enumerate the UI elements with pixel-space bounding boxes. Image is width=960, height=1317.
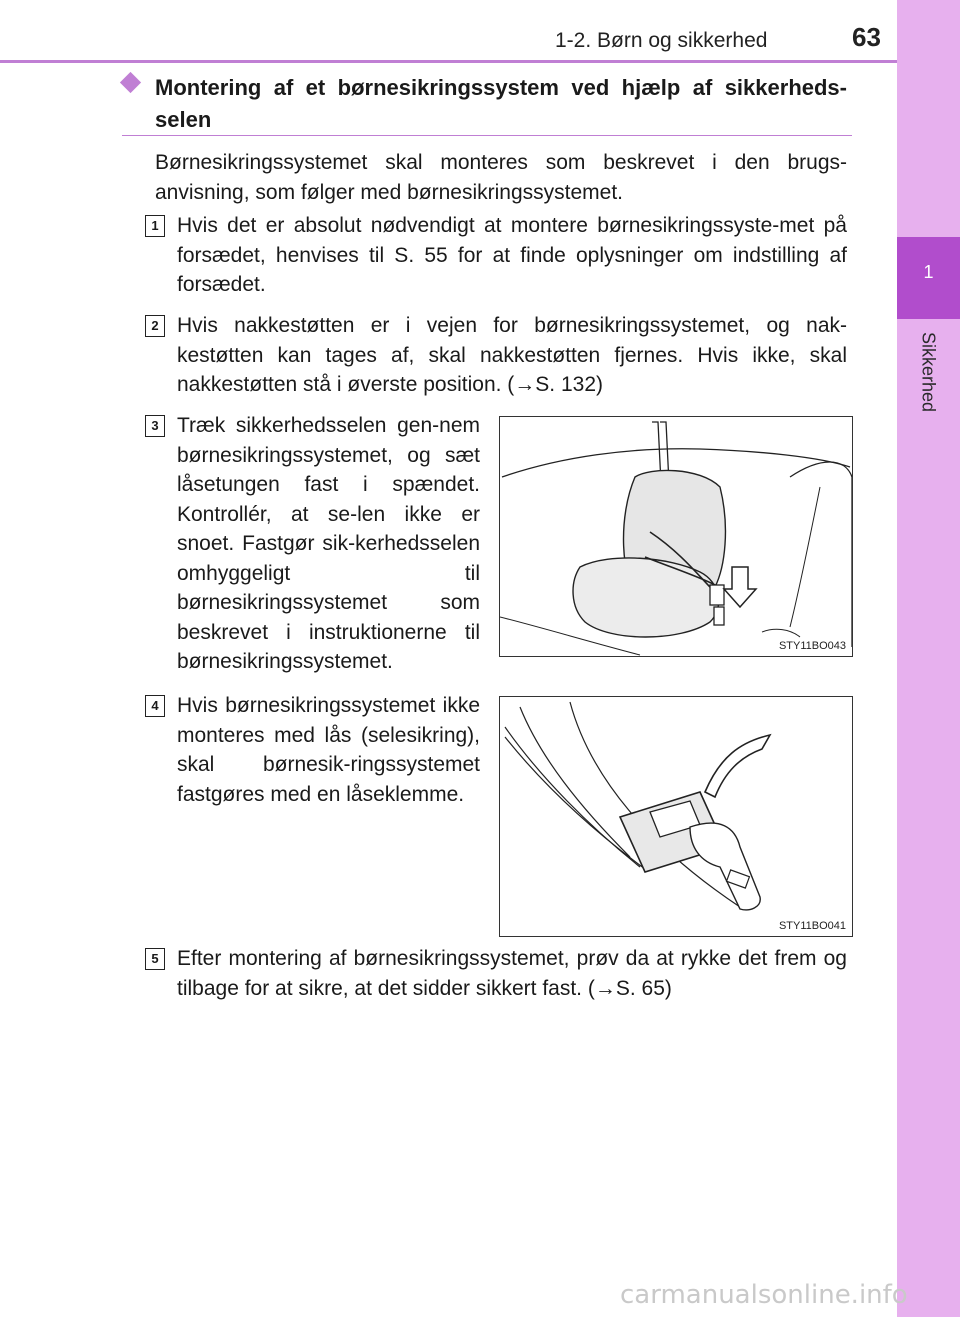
figure-code: STY11BO043 xyxy=(778,640,846,652)
step-number-3: 3 xyxy=(145,415,165,437)
page-number: 63 xyxy=(852,22,881,52)
child-seat-illustration xyxy=(500,417,853,657)
locking-clip-illustration xyxy=(500,697,853,937)
step-text-3: Træk sikkerhedsselen gen-nem børnesikringssystemet, og sæt låsetungen fast i spændet. Kontrollér, at se-len ikke er snoet. Fastgør sik-kerhedsselen omhyggeligt til børnesikringssystemet som beskrevet i instruktionerne til børnesikringssystemet. xyxy=(177,414,480,673)
figure-locking-clip xyxy=(499,696,853,937)
figure-child-seat xyxy=(499,416,853,657)
step-number-5: 5 xyxy=(145,948,165,970)
heading-rule xyxy=(122,135,852,136)
step-text-1: Hvis det er absolut nødvendigt at montere børnesikringssyste-met på forsædet, henvises til S. 55 for at finde oplysninger om indstilling af forsædet. xyxy=(177,214,847,296)
step-text-2: Hvis nakkestøtten er i vejen for børnesikringssystemet, og nak-kestøtten kan tages af, skal nakkestøtten fjernes. Hvis ikke, skal nakkestøtten stå i øverste position. (→S. 132) xyxy=(177,314,847,396)
chapter-name: Sikkerhed xyxy=(918,331,939,413)
section-title: 1-2. Børn og sikkerhed xyxy=(555,29,768,52)
chapter-sidebar xyxy=(897,0,960,1317)
step-number-2: 2 xyxy=(145,315,165,337)
step-text-5: Efter montering af børnesikringssystemet, prøv da at rykke det frem og tilbage for at sikre, at det sidder sikkert fast. (→S. 65) xyxy=(177,947,847,1000)
intro-paragraph: Børnesikringssystemet skal monteres som beskrevet i den brugs-anvisning, som følger med børnesikringssystemet. xyxy=(155,151,847,204)
watermark: carmanualsonline.info xyxy=(620,1280,908,1310)
chapter-number: 1 xyxy=(923,262,934,282)
diamond-icon xyxy=(120,72,141,93)
step-text-4: Hvis børnesikringssystemet ikke monteres med lås (selesikring), skal børnesik-ringssystemet fastgøres med en låseklemme. xyxy=(177,694,480,806)
step-number-4: 4 xyxy=(145,695,165,717)
step-number-1: 1 xyxy=(145,215,165,237)
figure-code: STY11BO041 xyxy=(778,920,846,932)
section-heading: Montering af et børnesikringssystem ved hjælp af sikkerheds-selen xyxy=(155,75,847,132)
header-rule xyxy=(0,60,897,63)
